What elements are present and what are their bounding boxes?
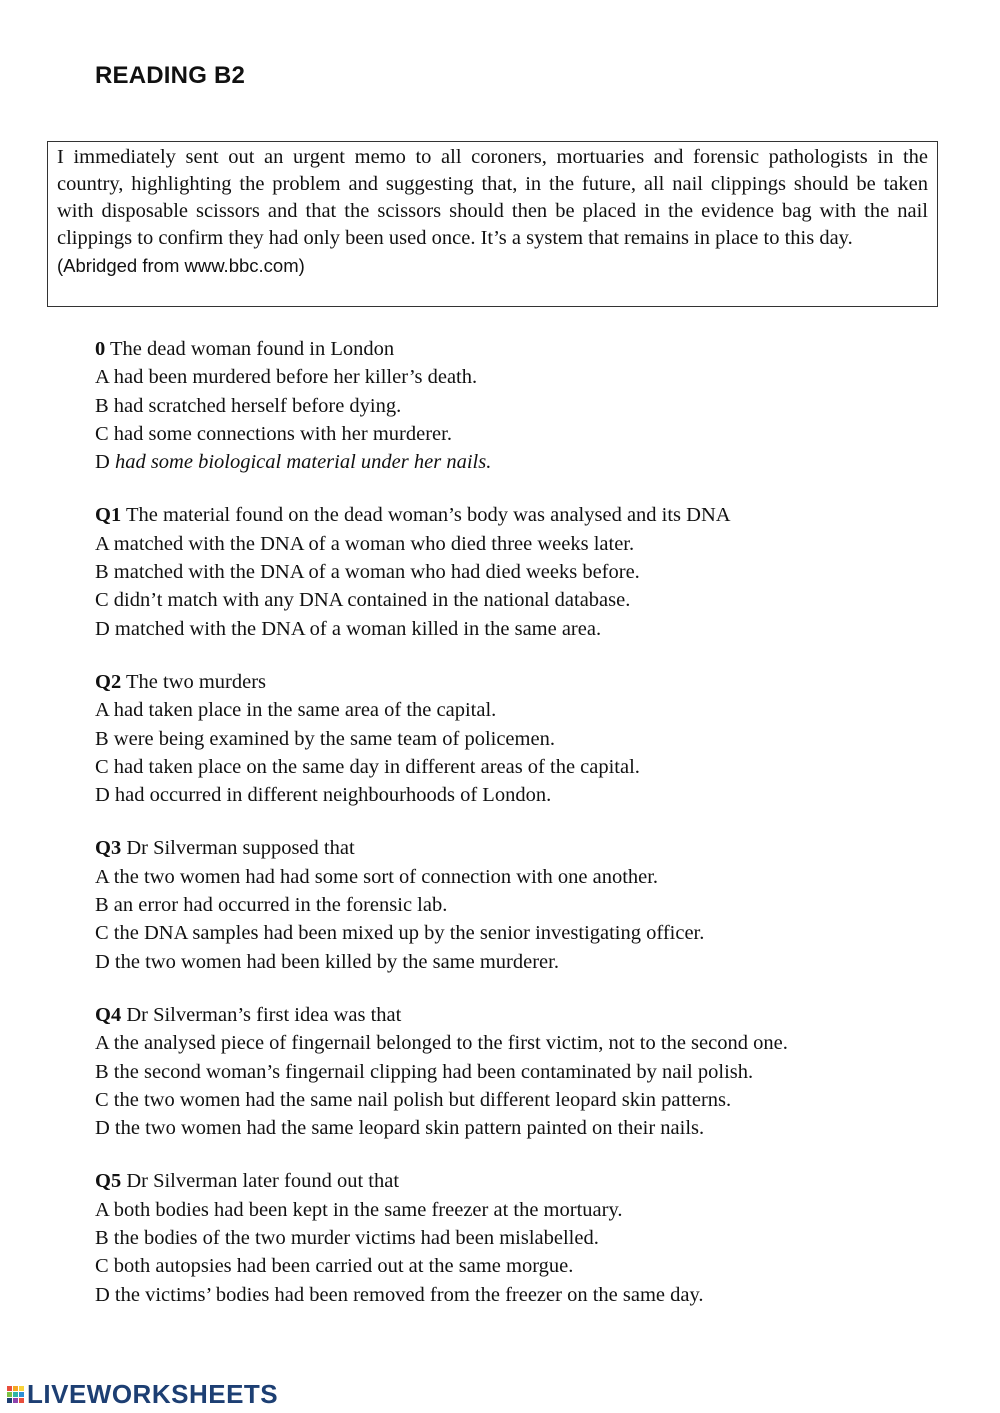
option-a: A had been murdered before her killer’s death. bbox=[95, 366, 478, 389]
option-b[interactable]: B an error had occurred in the forensic lab. bbox=[95, 894, 448, 917]
option-d[interactable]: D the victims’ bodies had been removed from the freezer on the same day. bbox=[95, 1283, 704, 1306]
question-1 bbox=[95, 501, 975, 642]
option-b[interactable]: B matched with the DNA of a woman who had died weeks before. bbox=[95, 561, 640, 584]
logo-square bbox=[13, 1386, 18, 1391]
option-d-answer bbox=[95, 448, 975, 476]
question-number: Q1 bbox=[95, 504, 122, 527]
option-d-text: had some biological material under her nails. bbox=[114, 451, 492, 474]
page-title: READING B2 bbox=[95, 62, 246, 89]
question-stem bbox=[95, 1001, 975, 1029]
logo-square bbox=[7, 1392, 12, 1397]
question-stem-text: The two murders bbox=[125, 670, 267, 693]
option-c: C had some connections with her murderer. bbox=[95, 422, 452, 445]
logo-grid-icon bbox=[7, 1386, 24, 1403]
logo-square bbox=[7, 1398, 12, 1403]
question-number: Q2 bbox=[95, 670, 122, 693]
question-stem bbox=[95, 1167, 975, 1195]
option-b[interactable]: B the second woman’s fingernail clipping had been contaminated by nail polish. bbox=[95, 1060, 754, 1083]
question-stem-text: The material found on the dead woman’s body was analysed and its DNA bbox=[125, 504, 731, 527]
question-stem-text: The dead woman found in London bbox=[110, 338, 395, 360]
question-stem bbox=[95, 668, 975, 696]
option-c[interactable]: C didn’t match with any DNA contained in the national database. bbox=[95, 589, 631, 612]
question-stem-text: Dr Silverman later found out that bbox=[126, 1170, 400, 1193]
logo-square bbox=[19, 1392, 24, 1397]
logo-square bbox=[19, 1386, 24, 1391]
question-example bbox=[95, 335, 975, 476]
option-c[interactable]: C both autopsies had been carried out at the same morgue. bbox=[95, 1255, 574, 1278]
question-5 bbox=[95, 1167, 975, 1308]
option-c[interactable]: C had taken place on the same day in different areas of the capital. bbox=[95, 755, 640, 778]
question-stem-text: Dr Silverman’s first idea was that bbox=[126, 1003, 402, 1026]
option-b: B had scratched herself before dying. bbox=[95, 394, 402, 417]
option-d[interactable]: D had occurred in different neighbourhoods of London. bbox=[95, 784, 552, 807]
option-b[interactable]: B the bodies of the two murder victims had been mislabelled. bbox=[95, 1227, 599, 1250]
option-c[interactable]: C the two women had the same nail polish but different leopard skin patterns. bbox=[95, 1088, 732, 1111]
question-3 bbox=[95, 834, 975, 975]
option-d[interactable]: D the two women had the same leopard skin pattern painted on their nails. bbox=[95, 1117, 705, 1140]
passage-text: I immediately sent out an urgent memo to all coroners, mortuaries and forensic pathologists in the country, highlighting the problem and suggesting that, in the future, all nail clippings should be taken with disposable scissors and that the scissors should then be placed in the evidence bag with the nail clippings to confirm they had only been used once. It’s a system that remains in place to this day. bbox=[57, 146, 928, 249]
option-d[interactable]: D matched with the DNA of a woman killed in the same area. bbox=[95, 617, 602, 640]
option-a[interactable]: A the two women had had some sort of connection with one another. bbox=[95, 865, 659, 888]
option-c[interactable]: C the DNA samples had been mixed up by the senior investigating officer. bbox=[95, 922, 705, 945]
logo-square bbox=[13, 1398, 18, 1403]
option-a[interactable]: A both bodies had been kept in the same freezer at the mortuary. bbox=[95, 1198, 623, 1221]
logo-square bbox=[7, 1386, 12, 1391]
question-2 bbox=[95, 668, 975, 809]
question-number: 0 bbox=[95, 338, 106, 360]
liveworksheets-logo[interactable] bbox=[7, 1377, 278, 1411]
option-d[interactable]: D the two women had been killed by the same murderer. bbox=[95, 950, 559, 973]
option-a[interactable]: A had taken place in the same area of the capital. bbox=[95, 699, 497, 722]
question-number: Q3 bbox=[95, 837, 122, 860]
question-list bbox=[95, 335, 975, 1334]
option-b[interactable]: B were being examined by the same team of policemen. bbox=[95, 727, 555, 750]
option-d-letter: D bbox=[95, 451, 110, 474]
question-number: Q4 bbox=[95, 1003, 122, 1026]
logo-text: LIVEWORKSHEETS bbox=[27, 1378, 279, 1409]
question-4 bbox=[95, 1001, 975, 1142]
question-stem-text: Dr Silverman supposed that bbox=[126, 837, 355, 860]
option-a[interactable]: A the analysed piece of fingernail belonged to the first victim, not to the second one. bbox=[95, 1032, 788, 1055]
question-stem bbox=[95, 335, 975, 363]
option-a[interactable]: A matched with the DNA of a woman who died three weeks later. bbox=[95, 532, 635, 555]
question-number: Q5 bbox=[95, 1170, 122, 1193]
logo-square bbox=[19, 1398, 24, 1403]
question-stem bbox=[95, 501, 975, 529]
logo-square bbox=[13, 1392, 18, 1397]
passage-source: (Abridged from www.bbc.com) bbox=[57, 255, 305, 276]
reading-passage-box bbox=[47, 141, 938, 307]
question-stem bbox=[95, 834, 975, 862]
